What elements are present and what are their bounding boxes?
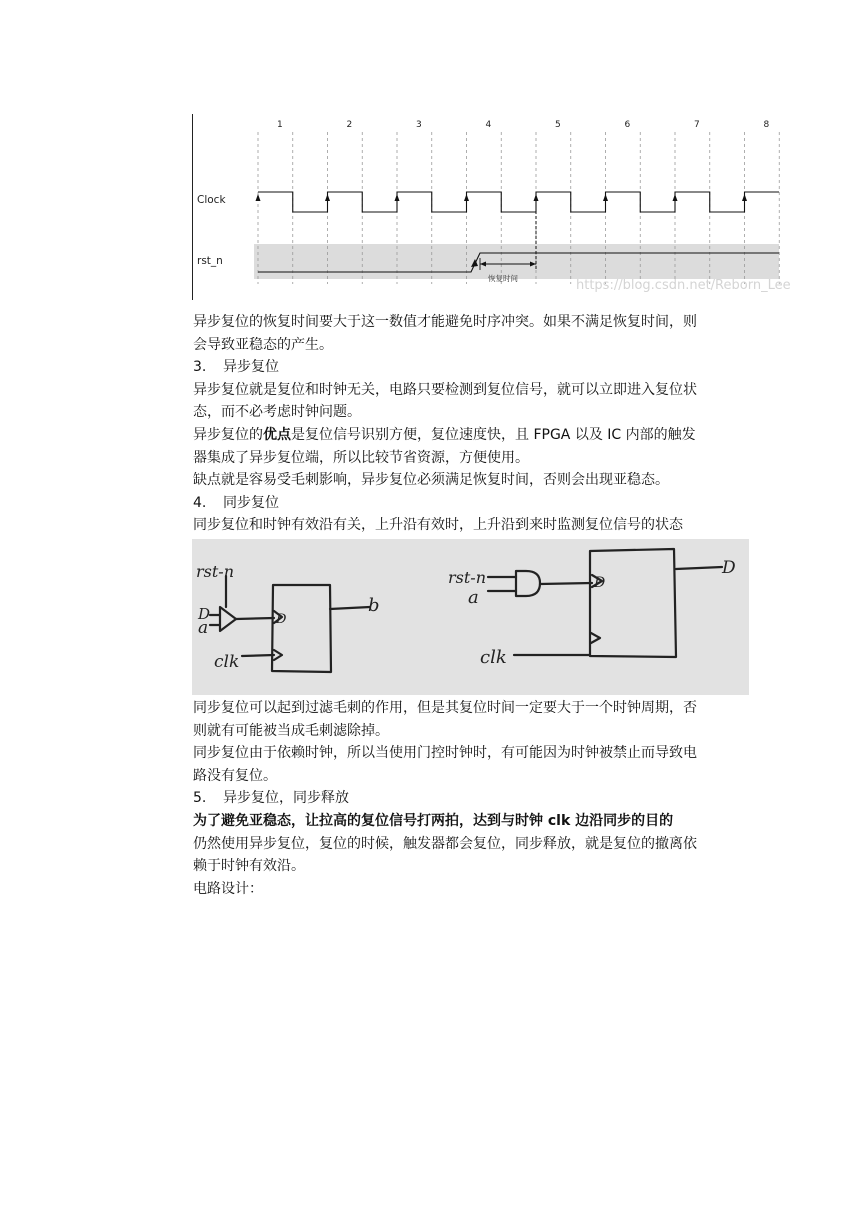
clock-edge-arrow (673, 194, 678, 201)
heading-3-title: 异步复位 (223, 359, 279, 376)
clock-waveform (258, 192, 779, 212)
cycle-number: 5 (555, 120, 561, 130)
paragraph-advantage-2: 器集成了异步复位端，所以比较节省资源，方便使用。 (193, 449, 529, 466)
left-port-d-label: D (276, 612, 287, 627)
heading-5-number: 5. (193, 790, 207, 807)
right-and-gate (516, 571, 540, 596)
right-clk-label: clk (480, 647, 507, 668)
heading-3 (193, 356, 743, 379)
watermark: https://blog.csdn.net/Reborn_Lee (576, 278, 791, 293)
heading-5-title: 异步复位，同步释放 (223, 790, 349, 807)
clock-edge-arrow (742, 194, 747, 201)
heading-4-title: 同步复位 (223, 494, 279, 511)
clock-edge-arrow (603, 194, 608, 201)
paragraph-recovery-1: 异步复位的恢复时间要大于这一数值才能避免时序冲突。如果不满足恢复时间，则 (193, 314, 697, 330)
recovery-label: 恢复时间 (488, 274, 518, 283)
timing-diagram (192, 112, 792, 302)
left-out-wire (330, 607, 370, 609)
clock-edge-arrow (395, 194, 400, 201)
heading-4 (193, 492, 743, 515)
left-clk-label: clk (214, 652, 240, 672)
left-flop-box (272, 585, 331, 672)
left-out-label: b (368, 595, 380, 616)
paragraph-sync-gated-1: 同步复位由于依赖时钟，所以当使用门控时钟时，有可能因为时钟被禁止而导致电 (193, 745, 697, 762)
paragraph-async-1: 异步复位就是复位和时钟无关，电路只要检测到复位信号，就可以立即进入复位状 (193, 381, 697, 398)
right-out-label: D (722, 558, 736, 578)
cycle-number: 1 (277, 120, 283, 130)
heading-3-number: 3. (193, 359, 207, 376)
advantage-bold: 优点 (263, 426, 291, 443)
text-block-1 (193, 311, 743, 537)
cycle-number: 4 (485, 120, 492, 130)
right-out-wire (676, 567, 722, 569)
cycle-number: 8 (763, 120, 770, 130)
advantage-pre: 异步复位的 (193, 426, 263, 443)
reset-label: rst_n (197, 255, 223, 267)
paragraph-disadvantage: 缺点就是容易受毛刺影响，异步复位必须满足恢复时间，否则会出现亚稳态。 (193, 472, 669, 489)
bold-goal-text: 为了避免亚稳态，让拉高的复位信号打两拍，达到与时钟 clk 边沿同步的目的 (193, 812, 674, 829)
timing-svg (192, 112, 792, 302)
right-clk-notch (591, 633, 600, 643)
clock-edge-arrow (256, 194, 261, 201)
clock-label: Clock (197, 194, 226, 206)
hand-drawn-circuit-photo (192, 539, 749, 695)
right-and-inputs (488, 577, 516, 591)
left-gate (220, 607, 236, 631)
left-clk-notch (274, 650, 282, 660)
paragraph-async-2: 态，而不必考虑时钟问题。 (193, 404, 361, 421)
paragraph-release-2: 赖于时钟有效沿。 (193, 858, 305, 875)
left-rst-label: rst-n (196, 562, 234, 581)
clock-edge-arrow (464, 194, 469, 201)
right-d-wire (540, 583, 592, 584)
clock-edge-arrow (325, 194, 330, 201)
cycle-number: 6 (624, 120, 631, 130)
paragraph-sync-1: 同步复位和时钟有效沿有关，上升沿有效时，上升沿到来时监测复位信号的状态 (193, 517, 683, 534)
right-a-label: a (468, 587, 479, 608)
heading-5 (193, 787, 743, 810)
right-port-d-label: D (594, 575, 606, 591)
hand-labels (196, 558, 736, 672)
paragraph-advantage-1 (193, 424, 743, 447)
paragraph-sync-filter-1: 同步复位可以起到过滤毛刺的作用，但是其复位时间一定要大于一个时钟周期，否 (193, 700, 697, 716)
paragraph-bold-goal (193, 810, 743, 833)
paragraph-circuit-design: 电路设计： (193, 880, 263, 897)
cycle-numbers (277, 120, 770, 130)
right-flop-box (590, 549, 676, 657)
left-d-label: D (198, 605, 211, 623)
paragraph-recovery-2: 会导致亚稳态的产生。 (193, 336, 333, 353)
cycle-number: 3 (416, 120, 422, 130)
left-input-wires (210, 615, 220, 625)
paragraph-sync-gated-2: 路没有复位。 (193, 767, 277, 784)
cycle-number: 7 (694, 120, 700, 130)
advantage-post: 是复位信号识别方便，复位速度快，且 FPGA 以及 IC 内部的触发 (291, 426, 696, 443)
cycle-number: 2 (346, 120, 353, 130)
hand-drawn-svg (192, 539, 749, 695)
left-clk-wire (242, 655, 274, 656)
paragraph-release-1: 仍然使用异步复位，复位的时候，触发器都会复位，同步释放，就是复位的撤离依 (193, 835, 697, 852)
heading-4-number: 4. (193, 494, 207, 511)
paragraph-sync-filter-2: 则就有可能被当成毛刺滤除掉。 (193, 722, 389, 739)
left-d-wire (236, 618, 274, 619)
right-rst-label: rst-n (448, 568, 486, 587)
text-block-2 (193, 697, 743, 900)
left-a-label: a (198, 618, 209, 638)
